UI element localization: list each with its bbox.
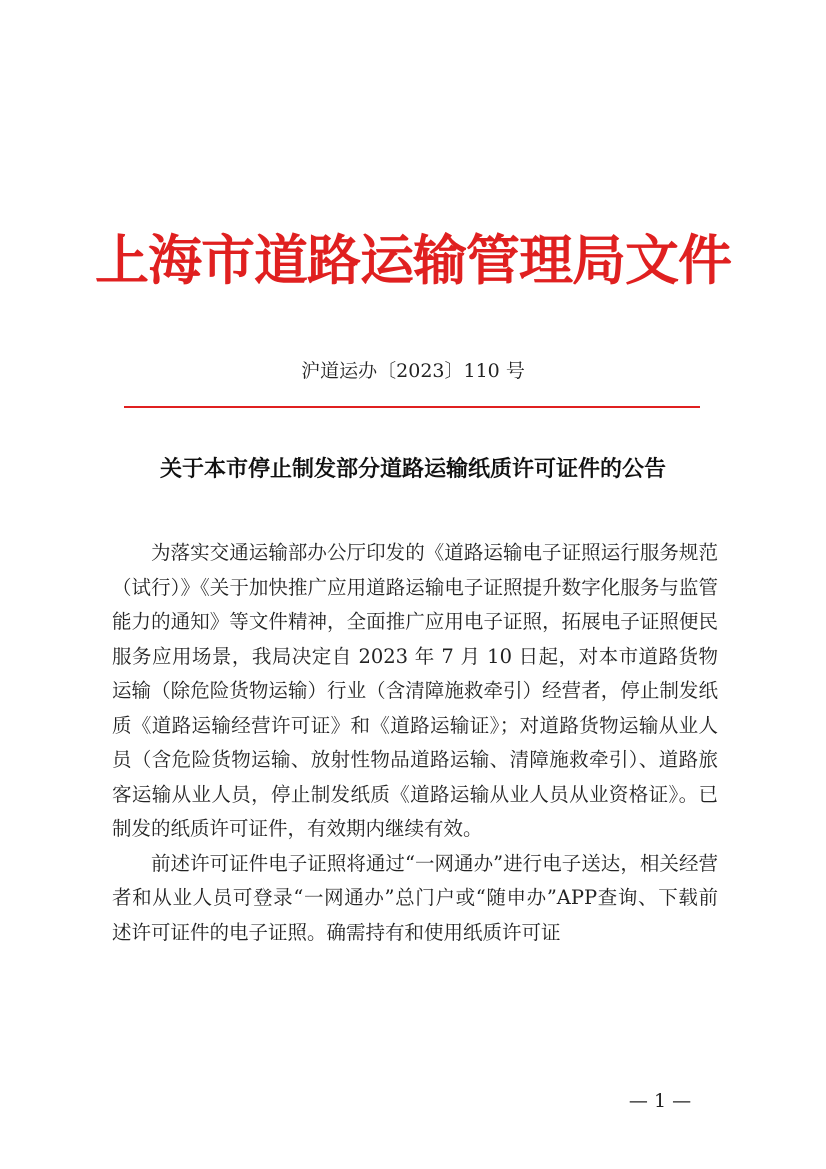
- document-body: [112, 536, 718, 950]
- document-number: 沪道运办〔2023〕110 号: [301, 360, 525, 382]
- page-number: — 1 —: [628, 1090, 692, 1112]
- body-paragraph: 为落实交通运输部办公厅印发的《道路运输电子证照运行服务规范（试行）》《关于加快推广应用道路运输电子证照提升数字化服务与监管能力的通知》等文件精神，全面推广应用电子证照，拓展电子证照便民服务应用场景，我局决定自 2023 年 7 月 10 日起，对本市道路货物运输（除危险货物运输）行业（含清障施救牵引）经营者，停止制发纸质《道路运输经营许可证》和《道路运输证》；对道路货物运输从业人员（含危险货物运输、放射性物品道路运输、清障施救牵引）、道路旅客运输从业人员，停止制发纸质《道路运输从业人员从业资格证》。已制发的纸质许可证件，有效期内继续有效。: [112, 541, 718, 840]
- red-separator-line: [124, 406, 700, 408]
- body-paragraph: 前述许可证件电子证照将通过“一网通办”进行电子送达，相关经营者和从业人员可登录“一网通办”总门户或“随申办”APP查询、下载前述许可证件的电子证照。确需持有和使用纸质许可证: [112, 851, 718, 944]
- issuer-masthead: 上海市道路运输管理局文件: [95, 228, 731, 292]
- document-title: 关于本市停止制发部分道路运输纸质许可证件的公告: [159, 457, 666, 482]
